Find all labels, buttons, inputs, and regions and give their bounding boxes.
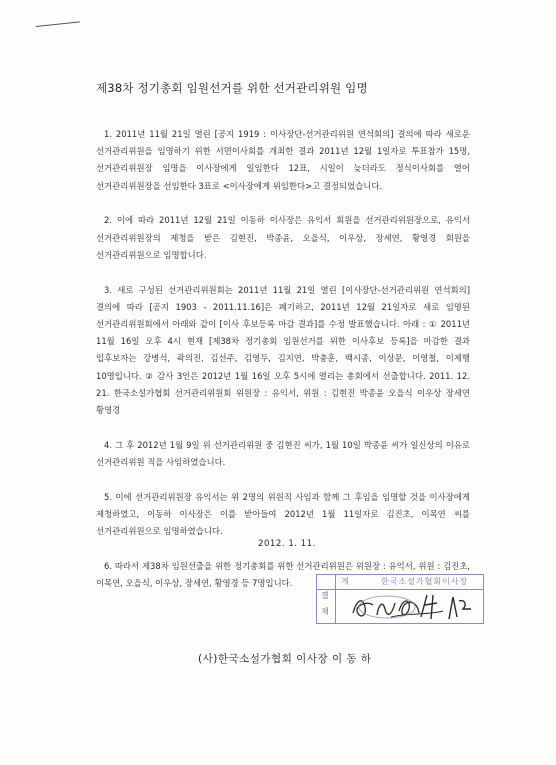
- stamp-label-bottom: 재: [321, 607, 329, 616]
- approval-stamp-box: [316, 574, 484, 624]
- corner-pen-mark: [36, 21, 80, 27]
- paragraph-1: 1. 2011년 11월 21일 열린 [공지 1919 : 이사장단-선거관리위원 연석회의] 결의에 따라 새로운 선거관리위원을 임명하기 위한 서면이사회를 개최한 결과 2011년 12월 1일자로 투표참가 15명, 선거관리위원장 임명을 이사장에게 일임한다 12표, 시일이 늦더라도 정식이사회를 열어 선거관리위원장을 선임한다 3표로 <이사장에게 위임한다>고 결정되었습니다.: [96, 129, 470, 191]
- stamp-header-prefix: 게: [341, 577, 349, 586]
- stamp-divider: [317, 589, 483, 590]
- paragraph-5: 5. 이에 선거관리위원장 유익서는 위 2명의 위원직 사임과 함께 그 후임을 임명할 것을 이사장에게 제청하였고, 이동하 이사장은 이를 받아들여 2012년 1월 11일자로 김진초, 이목연 씨를 선거관리위원으로 임명하였습니다.: [96, 491, 470, 537]
- stamp-header: 한국소설가협회이사장: [381, 577, 469, 586]
- paragraph-6: 6. 따라서 제38차 임원선출을 위한 정기총회를 위한 선거관리위원은 위원장 : 유익서, 위원 : 김진초, 이목연, 오을식, 이우상, 장세연, 황영경 등 7명입니다.: [96, 561, 470, 589]
- document-title: 제38차 정기총회 임원선거를 위한 선거관리위원 임명: [96, 81, 368, 95]
- stamp-label-top: 결: [321, 591, 329, 600]
- document-date: 2012. 1. 11.: [258, 539, 316, 549]
- document-signoff: (사)한국소설가협회 이사장 이 동 하: [198, 653, 372, 665]
- paragraph-3: 3. 새로 구성된 선거관리위원회는 2011년 11월 21일 열린 [이사장단-선거관리위원 연석회의] 결의에 따라 [공지 1903 - 2011.11.16]은 폐기하고, 2011년 12월 21일자로 새로 임명된 선거관리위원회에서 아래와 같이 [이사 후보등록 마감 결과]를 수정 발표했습니다. 아래 : ① 2011년 11월 16일 오후 4시 현재 [제38차 정기총회 임원선거를 위한 이사후보 등록]을 마감한 결과 입후보자는 강병석, 곽의진, 김선주, 김영두, 김지연, 박충훈, 백시종, 이상문, 이영철, 이제행 10명입니다. ② 감사 3인은 2012년 1월 16일 오후 5시에 열리는 총회에서 선출합니다. 2011. 12. 21. 한국소설가협회 선거관리위원회 위원장 : 유익서, 위원 : 김현진 박종윤 오을식 이우상 장세연 황영경: [96, 284, 470, 416]
- document-body: [96, 126, 470, 610]
- paragraph-4: 4. 그 후 2012년 1월 9일 위 선거관리위원 중 김현진 씨가, 1월 10일 박종윤 씨가 일신상의 이유로 선거관리위원 직을 사임하였습니다.: [96, 439, 470, 468]
- handwritten-signature: [347, 591, 477, 623]
- paragraph-2: 2. 이에 따라 2011년 12월 21일 이동하 이사장은 유익서 회원을 선거관리위원장으로, 유익서 선거관리위원장의 제청을 받은 김현진, 박종윤, 오을식, 이우상, 장세연, 황영경 회원을 선거관리위원으로 임명합니다.: [96, 215, 470, 260]
